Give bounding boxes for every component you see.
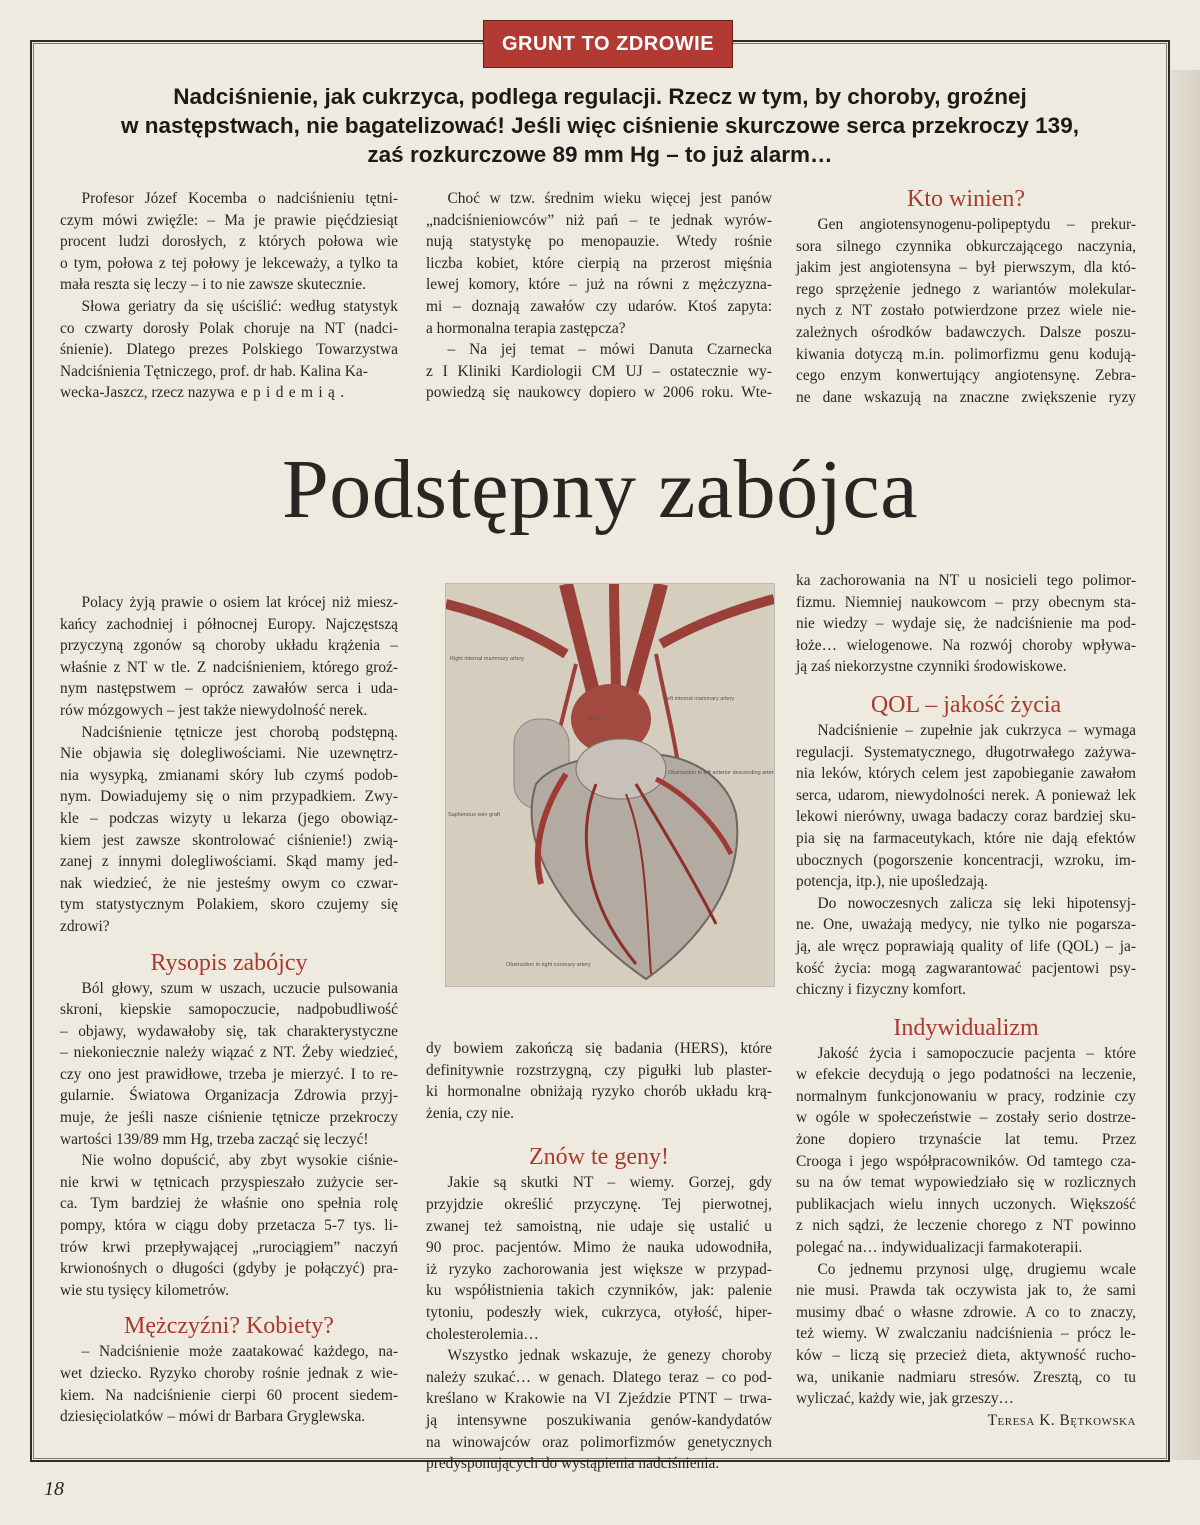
text-line: polegać na… indywidualizacji farmakoterapii. [796,1239,1083,1257]
text-line: ka zachorowania na NT u nosicieli tego polimor- [796,572,1136,589]
text-line: lewej komory, które – już na równi z mężczyzna- [426,276,772,294]
text-line: ca. Tym bardziej że właśnie ono spełnia rolę [60,1195,398,1213]
label-obstruction-lad: Obstruction in left anterior descending artery [668,770,774,776]
text-line: 90 proc. pacjentów. Mimo że nauka udowodniła, [426,1239,772,1257]
text-line: a hormonalna terapia zastępcza? [426,319,626,337]
text-line: nia leków, których celem jest zapobieganie zawałom [796,765,1136,783]
text-line: kreślano w Krakowie na VI Zjeździe PTNT – trwa- [426,1390,772,1408]
article-title: Podstępny zabójca [282,443,918,536]
text-line: ją, ale wręcz poprawiają quality of life (QOL) – ja- [796,937,1136,955]
text-line: zanej z innymi dolegliwościami. Skąd mamy jed- [60,853,398,871]
label-aorta: Aorta [588,716,602,722]
text-line: nie wiedzy – wydaje się, że nadciśnienie ma pod- [796,615,1136,633]
text-line: su na ów temat wypowiedziało się w rozlicznych [796,1174,1136,1192]
text-line: predysponujących do wystąpienia nadciśnienia. [426,1455,720,1473]
text-line: iż ryzyko zachorowania jest większe w przypad- [426,1260,772,1278]
text-line: wa, unikanie nadmiaru stresów. Zresztą, co tu [796,1368,1136,1386]
text-line: ubocznych (pogorszenie koncentracji, wzroku, im- [796,851,1136,869]
text-line: też wiemy. W zwalczaniu nadciśnienia – prócz le- [796,1325,1136,1343]
text-line: powiedzą się naukowcy dopiero w 2006 roku. Wte- [426,384,772,402]
text-line: tym statystycznym Polakiem, skoro czujemy się [60,896,398,914]
text-line: nie krwi w tętnicach przyspieszało zużycie ser- [60,1173,398,1191]
label-left-internal-mammary: Left internal mammary artery [664,696,735,702]
text-line: wyliczać, każdy wie, jak grzeszy… [796,1390,1014,1408]
text-line: Polacy żyją prawie o osiem lat krócej niż miesz- [81,594,398,611]
text-line: Do nowoczesnych zalicza się leki hipotensyj- [817,894,1136,912]
text-line: kiwania dotyczą m.in. polimorfizmu genu kodują- [796,345,1136,363]
text-line: tytoniu, podeszły wiek, cukrzyca, otyłość, hiper- [426,1303,772,1321]
text-line: Nadciśnienia Tętniczego, prof. dr hab. Kalina Ka- [60,362,368,380]
text-line: – objawy, wydawałoby się, tak charakterystyczne [60,1022,398,1040]
text-line: krwionośnych o długości (gdyby je połączyć) pra- [60,1260,398,1278]
text-line: wie stu tysięcy kilometrów. [60,1281,230,1299]
text-line [60,382,398,404]
text-line: nym. Dowiadujemy się o nim przypadkiem. Zwy- [60,788,398,806]
text-line: ją zaś niekorzystne czynniki środowiskowe. [796,658,1067,676]
text-line: nych z NT zostało potwierdzone przez wiele nie- [796,302,1136,320]
text-line: ków – liczą się przecież dieta, aktywność rucho- [796,1347,1136,1364]
text-line: ją intensywne poszukiwania genów-kandydatów [426,1411,772,1429]
text-line: czym mówi zwięźle: – Ma je prawie pięćdziesiąt [60,211,398,229]
heading-indywidualizm: Indywidualizm [893,1014,1039,1041]
text-line: gularnie. Światowa Organizacja Zdrowia przyj- [60,1087,398,1105]
author-byline: Teresa K. Bętkowska [987,1411,1136,1429]
text-line: o tym, połowa z tej połowy je lekceważy, a tylko ta [60,254,398,272]
text-line: zwanej też samoistną, nie udaje się ustalić u [426,1217,772,1235]
text-line: rego sprzężenie jednego z wariantów molekular- [796,280,1136,298]
text-line: zależnych ośrodków badawczych. Dalsze poszu- [796,323,1136,341]
text-line: ku współistnienia takich czynników, jak: palenie [426,1282,772,1300]
text-line: normalnym funkcjonowaniu w pracy, rodzinie czy [796,1087,1136,1105]
text-line: mała reszta się leczy – i to nie zawsze skutecznie. [60,276,366,294]
text-line: należy szukać… w genach. Dlatego teraz – co pod- [426,1368,772,1386]
label-obstruction-rca: Obstruction in right coronary artery [506,962,591,968]
text-line: w efekcie decydują o jego podatności na leczenie, [796,1066,1136,1084]
label-right-internal-mammary: Right internal mammary artery [450,656,524,662]
text-line: dy bowiem zakończą się badania (HERS), które [426,1040,772,1057]
text-line: nak wiedzieć, że nie jesteśmy owym co czwar- [60,874,398,892]
column-3-bottom [796,570,1136,1431]
text-line: lekowi nierówny, uwaga badaczy coraz bardziej sku- [796,808,1136,826]
text-line: nym następstwem – oprócz zawałów serca i uda- [60,680,398,698]
text-line: Ból głowy, szum w uszach, uczucie pulsowania [81,979,398,997]
column-1-bottom [60,592,398,1428]
text-line: na winowajców oraz polimorfizmów genetycznych [426,1433,772,1451]
text-line: Choć w tzw. średnim wieku więcej jest panów [447,190,772,207]
column-2-bottom [426,1038,772,1475]
text-line: liczba kobiet, które cierpią na przerost mięśnia [426,254,772,272]
text-line: przyczyną zgonów są choroby układu krążenia – [60,637,398,655]
text-line: trów krwi przepływającej „rurociągiem” naczyń [60,1238,398,1256]
text-line: kle – podczas wizyty u lekarza (jego obowiąz- [60,809,398,827]
text-line: pia się na farmaceutykach, które nie dają efektów [796,829,1136,847]
text-line: fizmu. Niemniej naukowcom – przy obecnym sta- [796,593,1136,611]
text-line: Jakość życia i samopoczucie pacjenta – które [817,1044,1136,1062]
text-line: ne. One, uważają medycy, nie tylko nie pogarsza- [796,916,1136,934]
heart-anatomy-svg [446,584,774,986]
text-line: Słowa geriatry da się uściślić: według statystyk [81,297,398,315]
text-line: cholesterolemia… [426,1325,539,1343]
text-line: łoże… wielogenowe. Na rozwój choroby wpływa- [796,636,1136,654]
text-line: dziesięciolatków – mówi dr Barbara Gryglewska. [60,1408,366,1426]
column-2-top [426,188,772,404]
text-line: ki hormonalne obniżają ryzyko chorób układu krą- [426,1083,772,1101]
text-line: procent ludzi dorosłych, z których połowa wie [60,233,398,251]
text-line: sora silnego czynnika obkurczającego naczynia, [796,237,1136,255]
text-line: wet dziecko. Ryzyko choroby rośnie jednak z wie- [60,1365,398,1382]
text-line: Nie objawia się dolegliwościami. Nie uzewnętrz- [60,745,398,763]
lead-line: zaś rozkurczowe 89 mm Hg – to już alarm… [367,142,833,167]
text-line: właśnie z NT w tle. Z nadciśnieniem, którego groź- [60,658,398,676]
text-line: Nadciśnienie tętnicze jest chorobą podstępną. [81,723,398,741]
text-line: pompy, która w ciągu doby przetacza 5-7 tys. li- [60,1217,398,1235]
text-line: „nadciśnieniowców” niż pań – te jednak wyrów- [426,211,772,229]
lead-paragraph [60,82,1140,169]
text-line: kiem jest zawsze skontrolować ciśnienie!) zwią- [60,831,398,849]
text-line: zdrowi? [60,917,110,935]
text-line: – niekoniecznie należy wiązać z NT. Żeby wiedzieć, [60,1044,398,1062]
text-line: wartości 139/89 mm Hg, trzeba zacząć się leczyć! [60,1130,369,1148]
text-line: definitywnie rozstrzygną, czy pigułki lub plaster- [426,1061,772,1079]
text-line: kiem. Na nadciśnienie cierpi 60 procent siedem- [60,1386,398,1404]
page-number: 18 [44,1478,64,1500]
text-line: – Na jej temat – mówi Danuta Czarnecka [447,341,772,359]
text-line: cego enzym konwertujący angiotensynę. Zebra- [796,367,1136,385]
text-line: śnienie). Dlatego prezes Polskiego Towarzystwa [60,341,398,359]
label-saphenous-vein: Saphenous vein graft [448,812,500,818]
text-line: czy ono jest prawidłowe, trzeba je mierzyć. I to re- [60,1065,398,1083]
text-line: potencja, itp.), nie upośledzają. [796,873,988,891]
spaced-emphasis: epidemią. [240,384,350,402]
text-line: z I Kliniki Kardiologii CM UJ – ostatecznie wy- [426,362,772,380]
text-line: Jakie są skutki NT – wiemy. Gorzej, gdy [447,1174,772,1192]
text-line: muje, że jeśli nasze ciśnienie tętnicze przekroczy [60,1109,398,1127]
text-line: Crooga i jego współpracowników. Od tamtego cza- [796,1152,1136,1170]
text-line: chiczny i fizyczny komfort. [796,981,967,999]
section-tag: GRUNT TO ZDROWIE [483,20,733,68]
text-line: publikacjach wielu innych uczonych. Większość [796,1195,1136,1213]
heart-illustration [445,583,775,987]
column-3-top [796,184,1136,408]
text-line: Wszystko jednak wskazuje, że genezy choroby [447,1347,772,1365]
text-line: mi – doznają zawałów czy udarów. Ktoś zapyta: [426,297,772,315]
text-line: Gen angiotensynogenu-polipeptydu – prekur- [817,216,1136,233]
text-line: żone dopiero trzynaście lat temu. Przez [796,1131,1136,1149]
heading-znow-te-geny: Znów te geny! [529,1144,669,1171]
heading-qol: QOL – jakość życia [870,691,1062,718]
text-line: rów mózgowych – jest także niewydolność nerek. [60,701,368,719]
text-line: z nich sądzi, że leczenie chorego z NT powinno [796,1217,1136,1235]
lead-line: Nadciśnienie, jak cukrzyca, podlega regulacji. Rzecz w tym, by choroby, groźnej [173,84,1027,109]
text-line: kość życia: mogą zagwarantować pacjentowi psy- [796,959,1136,977]
text-line: Co jednemu przynosi ulgę, drugiemu wcale [817,1260,1136,1278]
text-line: ne dane wskazują na znaczne zwiększenie ryzy [796,388,1136,406]
text-line: regulacji. Systematycznego, długotrwałego zażywa- [796,743,1136,761]
text-line: w ogóle w społeczeństwie – zostały serio dostrze- [796,1109,1136,1127]
text-line: Nadciśnienie – zupełnie jak cukrzyca – wymaga [817,721,1136,739]
text-line: nują statystykę po menopauzie. Wtedy rośnie [426,233,772,251]
adjacent-page-edge [1170,70,1200,1460]
text-line: Nie wolno dopuścić, aby zbyt wysokie ciśnie- [81,1152,398,1170]
text-line: – Nadciśnienie może zaatakować każdego, na- [81,1343,398,1361]
text-line: co czwarty dorosły Polak choruje na NT (nadci- [60,319,398,337]
text-line: nia wysypką, zmianami skóry lub czymś podob- [60,766,398,784]
heading-kto-winien: Kto winien? [907,186,1025,212]
text-line: musimy dbać o własne zdrowie. A co to znaczy, [796,1303,1136,1321]
column-1-top [60,188,398,404]
text-line: jakim jest angiotensyna – był pierwszym, dla któ- [796,259,1136,277]
lead-line: w następstwach, nie bagatelizować! Jeśli więc ciśnienie skurczowe serca przekroczy 139, [121,113,1079,138]
heading-mezczyzni-kobiety: Mężczyźni? Kobiety? [124,1313,334,1340]
text-line: kańcy zachodniej i północnej Europy. Najczęstszą [60,615,398,633]
text-line: żenia, czy nie. [426,1104,515,1122]
text-line: skroni, kiepskie samopoczucie, nadpobudliwość [60,1001,398,1019]
text-line: nie musi. Prawda tak oczywista jak to, że sami [796,1282,1136,1300]
heading-rysopis-zabojcy: Rysopis zabójcy [150,949,308,976]
text-fragment: wecka-Jaszcz, rzecz nazywa [60,384,235,402]
text-line: serca, udarom, niewydolności nerek. A ponieważ lek [796,786,1136,804]
text-line: Profesor Józef Kocemba o nadciśnieniu tętni- [81,190,398,207]
text-line: przyjdzie określić przyczynę. Tej pierwotnej, [426,1195,772,1213]
